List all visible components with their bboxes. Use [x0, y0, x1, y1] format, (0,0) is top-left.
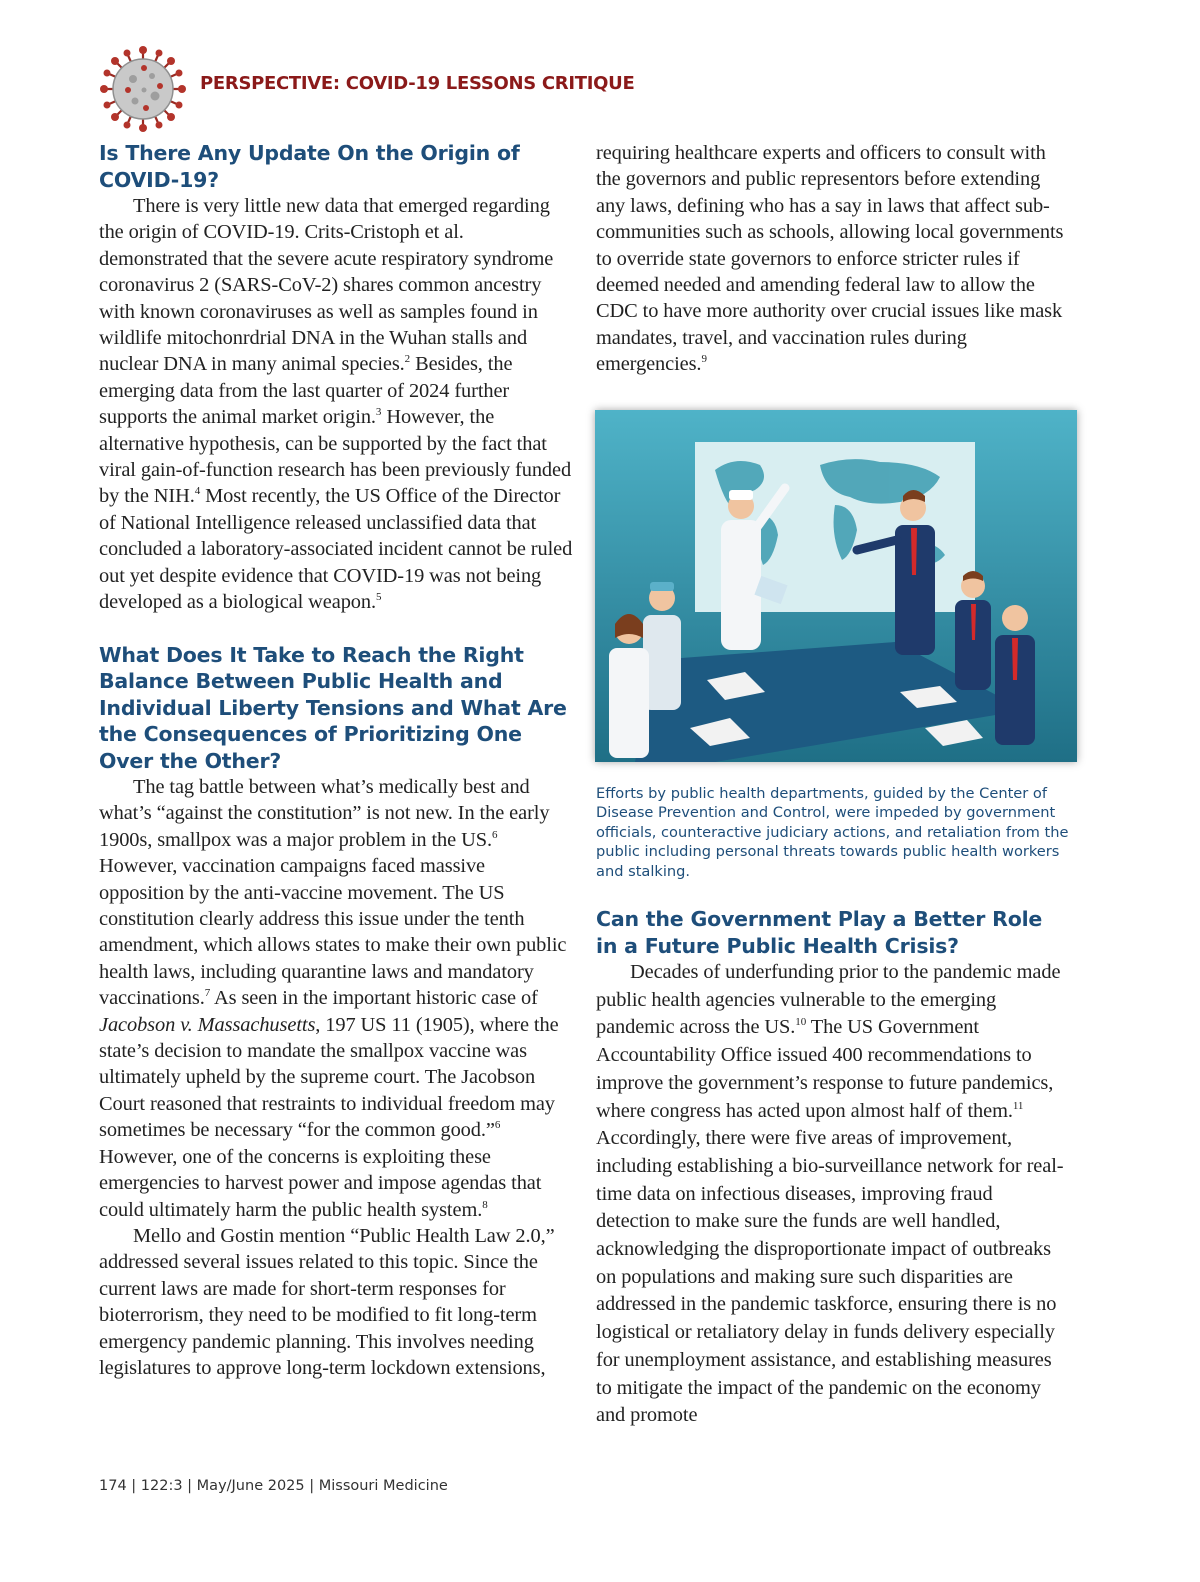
heading-balance: What Does It Take to Reach the Right Balance Between Public Health and Individual Liberty Tensions and What Are the Consequences of Prioritizing One Over the Other? [99, 642, 567, 773]
citation-ref: 7 [204, 987, 211, 1000]
figure-illustration [595, 410, 1077, 762]
text-run: There is very little new data that emerged regarding the origin of COVID-19. Crits-Cristoph et al. demonstrated that the severe acute respiratory syndrome coronavirus 2 (SARS-CoV-2) shares common ancestry with known coronaviruses as well as samples found in wildlife mitochonrdrial DNA in the Wuhan stalls and nuclear DNA in many animal species. [99, 195, 554, 376]
paragraph-continuation [596, 140, 1070, 378]
page-footer: 174 | 122:3 | May/June 2025 | Missouri Medicine [99, 1478, 448, 1494]
citation-ref: 11 [1012, 1099, 1024, 1112]
paragraph-public-health-law: Mello and Gostin mention “Public Health Law 2.0,” addressed several issues related to this topic. Since the current laws are made for short-term responses for bioterrorism, they need to be modified to fit long-term emergency pandemic planning. This involves needing legislatures to approve long-term lockdown extensions, [99, 1224, 555, 1379]
text-run: Besides, the emerging data from the last quarter of 2024 further supports the animal market origin. [99, 353, 513, 429]
text-run: Accordingly, there were five areas of improvement, including establishing a bio-surveillance network for real-time data on infectious diseases, improving fraud detection to make sure the funds are well handled, acknowledging the disproportionate impact of outbreaks on populations and making sure such disparities are addressed in the pandemic taskforce, ensuring there is no logistical or retaliatory delay in funds delivery especially for unemployment assistance, and establishing measures to mitigate the impact of the pandemic on the economy and promote [596, 1127, 1064, 1427]
text-run: Decades of underfunding prior to the pandemic made public health agencies vulnerable to the emerging pandemic across the US. [596, 961, 1061, 1039]
heading-origin: Is There Any Update On the Origin of COVID-19? [99, 141, 520, 192]
text-run: However, vaccination campaigns faced massive opposition by the anti-vaccine movement. The US constitution clearly address this issue under the tenth amendment, which allows states to make their own public health laws, including quarantine laws and mandatory vaccinations. [99, 855, 567, 1010]
heading-government-role: Can the Government Play a Better Role in a Future Public Health Crisis? [596, 907, 1043, 958]
text-run: requiring healthcare experts and officers to consult with the governors and public representors before extending any laws, defining who has a say in laws that affect sub-communities such as schools, allowing local governments to override state governors to enforce stricter rules if deemed needed and amending federal law to allow the CDC to have more authority over crucial issues like mask mandates, travel, and vaccination rules during emergencies. [596, 142, 1064, 376]
paragraph-balance [99, 774, 575, 1223]
section-header: PERSPECTIVE: COVID-19 LESSONS CRITIQUE [200, 73, 635, 94]
case-name: Jacobson v. Massachusetts [99, 1013, 316, 1036]
citation-ref: 5 [375, 591, 382, 604]
text-run: However, one of the concerns is exploiting these emergencies to harvest power and impose agendas that could ultimately harm the public health system. [99, 1145, 542, 1221]
paragraph-origin [99, 193, 575, 616]
text-run: , 197 US 11 (1905), where the state’s decision to mandate the smallpox vaccine was ultimately upheld by the supreme court. The Jacobson Court reasoned that restraints to individual freedom may sometimes be necessary “for the common good.” [99, 1013, 559, 1142]
text-run: The tag battle between what’s medically best and what’s “against the constitution” is not new. In the early 1900s, smallpox was a major problem in the US. [99, 776, 550, 851]
right-column-bottom [596, 906, 1070, 1430]
figure-caption: Efforts by public health departments, guided by the Center of Disease Prevention and Control, were impeded by government officials, counteractive judiciary actions, and retaliation from the public including personal threats towards public health workers and stalking. [596, 785, 1069, 880]
citation-ref: 2 [404, 353, 411, 366]
right-column-top [596, 140, 1070, 378]
text-run: Most recently, the US Office of the Director of National Intelligence released unclassified data that concluded a laboratory-associated incident cannot be ruled out yet despite evidence that COVID-19 was not being developed as a biological weapon. [99, 485, 573, 614]
citation-ref: 8 [482, 1198, 488, 1211]
text-run: As seen in the important historic case of [210, 987, 538, 1010]
text-run: However, the alternative hypothesis, can be supported by the fact that viral gain-of-function research has been previously funded by the NIH. [99, 406, 572, 508]
paragraph-government-role [596, 959, 1070, 1430]
citation-ref: 4 [194, 485, 201, 498]
citation-ref: 6 [491, 829, 498, 842]
left-column [99, 140, 575, 1381]
citation-ref: 9 [701, 353, 707, 366]
citation-ref: 6 [494, 1119, 501, 1132]
citation-ref: 10 [795, 1016, 807, 1029]
text-run: The US Government Accountability Office issued 400 recommendations to improve the government’s response to future pandemics, where congress has acted upon almost half of them. [596, 1016, 1054, 1122]
meeting-illustration [595, 410, 1077, 762]
citation-ref: 3 [375, 406, 382, 419]
coronavirus-icon [100, 46, 186, 132]
